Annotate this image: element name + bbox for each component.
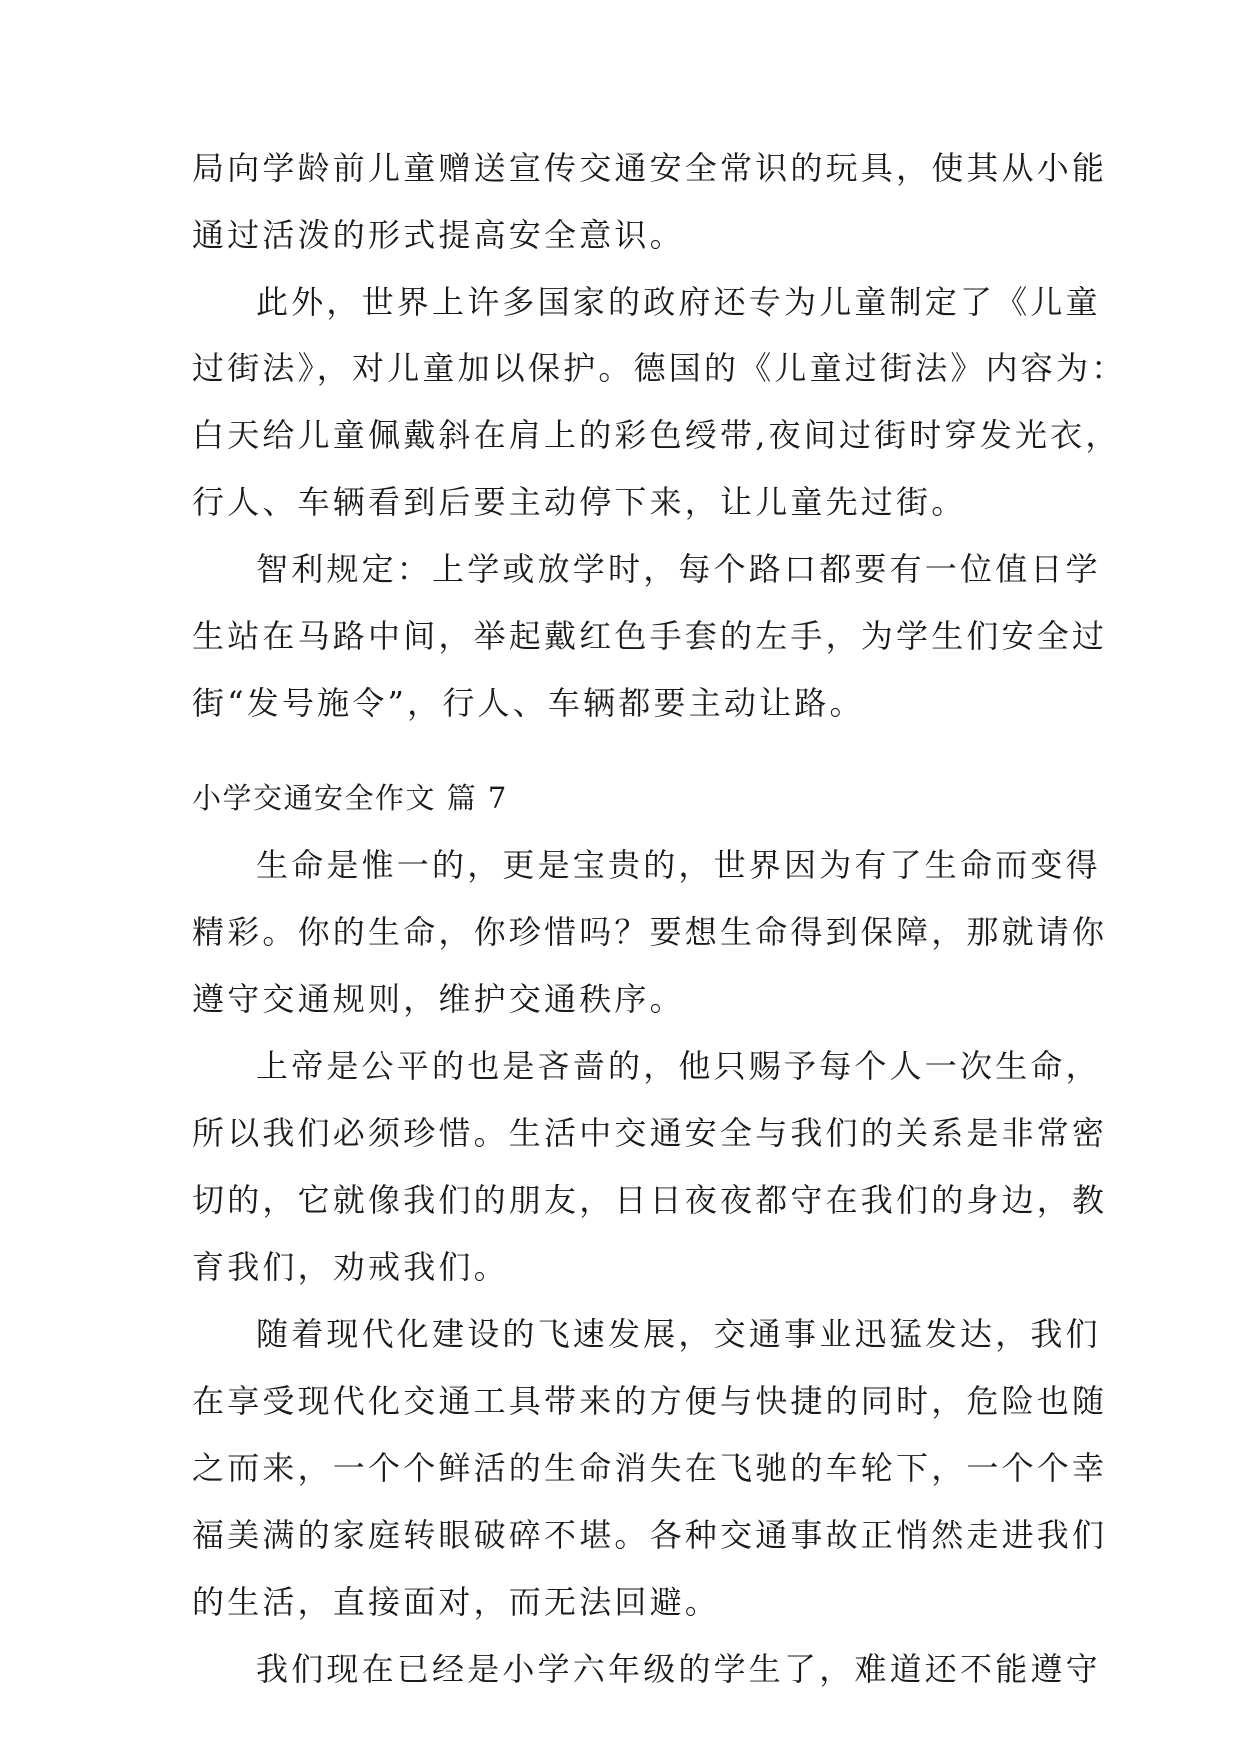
- text-line: 行人、车辆看到后要主动停下来，让儿童先过街。: [192, 483, 967, 521]
- text-line: 的生活，直接面对，而无法回避。: [192, 1583, 721, 1621]
- text-line: 生命是惟一的，更是宝贵的，世界因为有了生命而变得: [256, 846, 1101, 884]
- text-line: 之而来，一个个鲜活的生命消失在飞驰的车轮下，一个个幸: [192, 1449, 1108, 1487]
- text-line: 白天给儿童佩戴斜在肩上的彩色绶带,夜间过街时穿发光衣，: [192, 416, 1121, 454]
- text-line: 精彩。你的生命，你珍惜吗？要想生命得到保障，那就请你: [192, 913, 1108, 951]
- document-body: [192, 0, 1127, 1754]
- text-line: 上帝是公平的也是吝啬的，他只赐予每个人一次生命，: [256, 1047, 1101, 1085]
- text-line: 此外，世界上许多国家的政府还专为儿童制定了《儿童: [256, 283, 1101, 321]
- text-line: 福美满的家庭转眼破碎不堪。各种交通事故正悄然走进我们: [192, 1516, 1108, 1554]
- text-line: 生站在马路中间，举起戴红色手套的左手，为学生们安全过: [192, 617, 1108, 655]
- text-line: 过街法》，对儿童加以保护。德国的《儿童过街法》内容为：: [192, 349, 1127, 387]
- text-line: 局向学龄前儿童赠送宣传交通安全常识的玩具，使其从小能: [192, 149, 1108, 187]
- section-heading: 小学交通安全作文 篇 7: [192, 781, 508, 815]
- text-line: 所以我们必须珍惜。生活中交通安全与我们的关系是非常密: [192, 1114, 1108, 1152]
- text-line: 随着现代化建设的飞速发展，交通事业迅猛发达，我们: [256, 1315, 1101, 1353]
- text-line: 育我们，劝戒我们。: [192, 1248, 509, 1286]
- text-line: 在享受现代化交通工具带来的方便与快捷的同时，危险也随: [192, 1382, 1108, 1420]
- text-line: 通过活泼的形式提高安全意识。: [192, 216, 685, 254]
- text-line: 遵守交通规则，维护交通秩序。: [192, 980, 685, 1018]
- text-line: 切的，它就像我们的朋友，日日夜夜都守在我们的身边，教: [192, 1181, 1108, 1219]
- text-line: 街“发号施令”，行人、车辆都要主动让路。: [192, 684, 865, 722]
- text-line: 我们现在已经是小学六年级的学生了，难道还不能遵守: [256, 1650, 1101, 1688]
- text-line: 智利规定：上学或放学时，每个路口都要有一位值日学: [256, 550, 1101, 588]
